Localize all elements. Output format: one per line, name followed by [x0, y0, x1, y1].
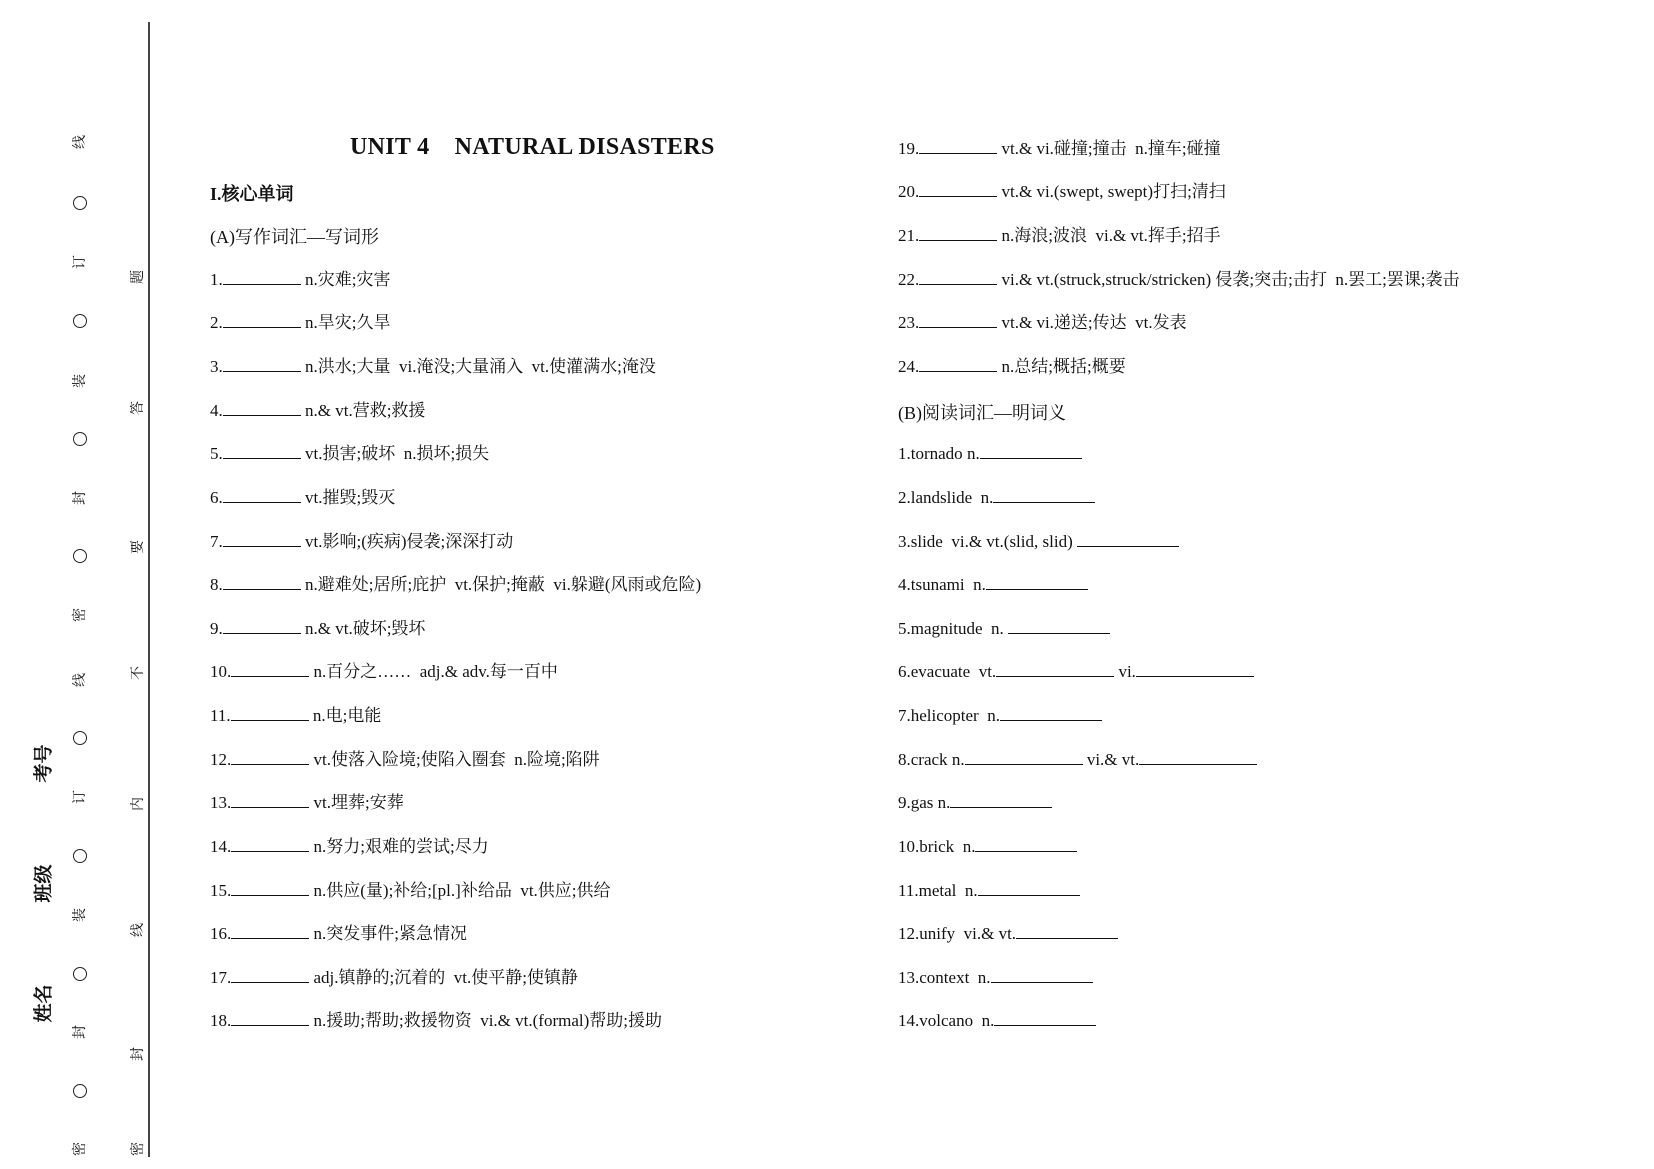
vocab-item [210, 355, 656, 378]
seal-circle [73, 731, 87, 745]
seal-char: 线 [72, 135, 88, 149]
item-word: 13.context [898, 968, 970, 987]
item-pos: n. [977, 968, 991, 987]
answer-blank[interactable] [223, 399, 301, 416]
item-definition: n.海浪;波浪 vi.& vt.挥手;招手 [1001, 226, 1221, 245]
answer-blank[interactable] [919, 355, 997, 372]
item-number: 23. [898, 313, 920, 332]
vocab-item [898, 355, 1126, 378]
item-number: 9. [210, 619, 223, 638]
item-definition: n.供应(量);补给;[pl.]补给品 vt.供应;供给 [313, 881, 611, 900]
seal-char: 内 [130, 797, 146, 811]
item-pos: n. [973, 575, 986, 594]
item-number: 5. [210, 444, 223, 463]
vocab-item [210, 704, 381, 727]
name-label: 姓名 [32, 984, 55, 1023]
answer-blank[interactable] [1016, 922, 1118, 939]
item-definition: vt.埋葬;安葬 [313, 793, 404, 812]
seal-char: 线 [130, 923, 146, 937]
seal-char: 封 [72, 491, 88, 505]
item-number: 14. [210, 837, 232, 856]
vocab-item [898, 311, 1187, 334]
item-pos: n. [987, 706, 1000, 725]
item-number: 4. [210, 401, 223, 420]
item-definition: vt.& vi.碰撞;撞击 n.撞车;碰撞 [1001, 139, 1221, 158]
vocab-item [210, 268, 390, 291]
item-number: 20. [898, 182, 920, 201]
seal-char: 不 [130, 666, 146, 680]
reading-item [898, 835, 1077, 858]
reading-item [898, 791, 1052, 814]
item-number: 1. [210, 270, 223, 289]
item-definition: vt.使落入险境;使陷入圈套 n.险境;陷阱 [313, 750, 600, 769]
answer-blank[interactable] [231, 966, 309, 983]
vocab-item [210, 530, 513, 553]
reading-item [898, 704, 1102, 727]
item-word: 7.helicopter [898, 706, 979, 725]
vocab-item [210, 442, 489, 465]
section-heading-core-words: I.核心单词 [210, 184, 294, 204]
seal-char: 订 [72, 790, 88, 804]
item-pos: n. [937, 793, 951, 812]
answer-blank[interactable] [231, 660, 309, 677]
item-pos: vt. [978, 662, 997, 681]
item-number: 8. [210, 575, 223, 594]
item-pos: n. [962, 837, 976, 856]
vocab-item [898, 137, 1221, 160]
vocab-item [210, 966, 578, 989]
answer-blank[interactable] [223, 617, 301, 634]
answer-blank[interactable] [231, 879, 309, 896]
item-word: 1.tornado [898, 444, 963, 463]
seal-circle [73, 549, 87, 563]
seal-char: 装 [72, 908, 88, 922]
reading-item [898, 879, 1080, 902]
seal-char: 订 [72, 255, 88, 269]
item-number: 6. [210, 488, 223, 507]
vocab-item [898, 268, 1460, 291]
seal-char: 装 [72, 374, 88, 388]
class-label: 班级 [32, 864, 55, 903]
item-pos: n. [951, 750, 965, 769]
reading-item [898, 486, 1095, 509]
reading-item [898, 573, 1088, 596]
reading-item [898, 966, 1093, 989]
seal-circle [73, 1084, 87, 1098]
item-pos: n. [966, 444, 980, 463]
item-definition: n.总结;概括;概要 [1001, 357, 1126, 376]
seal-line-inner [118, 0, 158, 1169]
reading-item [898, 660, 1254, 683]
vocab-item [898, 180, 1226, 203]
seal-char: 封 [130, 1047, 146, 1061]
item-definition: vt.& vi.递送;传达 vt.发表 [1001, 313, 1187, 332]
item-number: 24. [898, 357, 920, 376]
seal-char: 要 [130, 540, 146, 554]
item-number: 7. [210, 532, 223, 551]
vocab-item [210, 835, 489, 858]
item-number: 3. [210, 357, 223, 376]
answer-blank[interactable] [919, 180, 997, 197]
item-number: 15. [210, 881, 232, 900]
item-pos: n. [964, 881, 978, 900]
item-pos: vi.& vt.(slid, slid) [951, 532, 1073, 551]
section-heading-writing-vocab: (A)写作词汇—写词形 [210, 227, 379, 247]
seal-circle [73, 967, 87, 981]
vocab-item [210, 660, 558, 683]
item-number: 18. [210, 1011, 232, 1030]
answer-blank[interactable] [223, 442, 301, 459]
answer-blank[interactable] [975, 835, 1077, 852]
seal-circle [73, 849, 87, 863]
item-pos-2: vi.& vt. [1086, 750, 1140, 769]
item-number: 12. [210, 750, 232, 769]
answer-blank[interactable] [231, 748, 309, 765]
item-definition: n.洪水;大量 vi.淹没;大量涌入 vt.使灌满水;淹没 [305, 357, 656, 376]
item-definition: n.灾难;灾害 [305, 270, 391, 289]
item-pos: n. [991, 619, 1004, 638]
item-definition: n.避难处;居所;庇护 vt.保护;掩蔽 vi.躲避(风雨或危险) [305, 575, 702, 594]
vocab-item [210, 791, 404, 814]
vocab-item [210, 617, 425, 640]
section-heading-reading-vocab: (B)阅读词汇—明词义 [898, 403, 1066, 423]
item-definition: n.援助;帮助;救援物资 vi.& vt.(formal)帮助;援助 [313, 1011, 662, 1030]
item-definition: n.努力;艰难的尝试;尽力 [313, 837, 489, 856]
seal-char: 线 [72, 673, 88, 687]
item-definition: vt.损害;破坏 n.损坏;损失 [305, 444, 490, 463]
item-word: 12.unify [898, 924, 956, 943]
answer-blank[interactable] [965, 748, 1083, 765]
vocab-item [210, 748, 600, 771]
answer-blank[interactable] [978, 879, 1080, 896]
item-pos: n. [981, 1011, 995, 1030]
item-definition: vt.& vi.(swept, swept)打扫;清扫 [1001, 182, 1226, 201]
vocab-item [898, 224, 1221, 247]
item-number: 21. [898, 226, 920, 245]
seal-char: 密 [130, 1142, 146, 1156]
reading-item [898, 617, 1110, 640]
item-definition: vi.& vt.(struck,struck/stricken) 侵袭;突击;击打 n.罢工;罢课;袭击 [1001, 270, 1460, 289]
item-definition: n.& vt.破坏;毁坏 [305, 619, 426, 638]
answer-blank[interactable] [1139, 748, 1257, 765]
item-number: 11. [210, 706, 231, 725]
answer-blank[interactable] [919, 311, 997, 328]
item-word: 11.metal [898, 881, 957, 900]
answer-blank[interactable] [231, 704, 309, 721]
answer-blank[interactable] [980, 442, 1082, 459]
vocab-item [210, 922, 467, 945]
item-word: 10.brick [898, 837, 955, 856]
item-word: 2.landslide [898, 488, 973, 507]
answer-blank[interactable] [231, 835, 309, 852]
seal-circle [73, 314, 87, 328]
item-definition: n.电;电能 [312, 706, 382, 725]
reading-item [898, 530, 1179, 553]
answer-blank[interactable] [1000, 704, 1102, 721]
item-word: 9.gas [898, 793, 934, 812]
answer-blank[interactable] [1008, 617, 1110, 634]
exam-number-label: 考号 [32, 744, 55, 783]
item-number: 16. [210, 924, 232, 943]
item-definition: adj.镇静的;沉着的 vt.使平静;使镇静 [313, 968, 578, 987]
seal-circle [73, 432, 87, 446]
answer-blank[interactable] [919, 224, 997, 241]
answer-blank[interactable] [231, 1009, 309, 1026]
answer-blank[interactable] [950, 791, 1052, 808]
answer-blank[interactable] [223, 530, 301, 547]
reading-item [898, 442, 1082, 465]
seal-char: 封 [72, 1025, 88, 1039]
page-title: UNIT 4 NATURAL DISASTERS [350, 134, 715, 160]
reading-item [898, 922, 1118, 945]
answer-blank[interactable] [231, 922, 309, 939]
answer-blank[interactable] [991, 966, 1093, 983]
seal-line-outer [60, 0, 100, 1169]
vocab-item [210, 311, 390, 334]
vocab-item [210, 573, 701, 596]
item-number: 2. [210, 313, 223, 332]
seal-char: 答 [130, 401, 146, 415]
answer-blank[interactable] [994, 1009, 1096, 1026]
item-pos: n. [980, 488, 994, 507]
item-definition: n.旱灾;久旱 [305, 313, 391, 332]
item-number: 17. [210, 968, 232, 987]
reading-item [898, 1009, 1096, 1032]
seal-char: 题 [130, 270, 146, 284]
reading-item [898, 748, 1257, 771]
item-number: 13. [210, 793, 232, 812]
answer-blank[interactable] [996, 660, 1114, 677]
answer-blank[interactable] [986, 573, 1088, 590]
answer-blank[interactable] [223, 311, 301, 328]
answer-blank[interactable] [223, 355, 301, 372]
item-definition: n.突发事件;紧急情况 [313, 924, 467, 943]
answer-blank[interactable] [1077, 530, 1179, 547]
vocab-item [210, 1009, 662, 1032]
item-word: 8.crack [898, 750, 948, 769]
answer-blank[interactable] [993, 486, 1095, 503]
vocab-item [210, 486, 395, 509]
answer-blank[interactable] [1136, 660, 1254, 677]
seal-char: 密 [72, 608, 88, 622]
item-word: 14.volcano [898, 1011, 974, 1030]
seal-char: 密 [72, 1142, 88, 1156]
item-word: 5.magnitude [898, 619, 983, 638]
item-number: 22. [898, 270, 920, 289]
vocab-item [210, 399, 425, 422]
answer-blank[interactable] [223, 486, 301, 503]
item-word: 4.tsunami [898, 575, 965, 594]
item-definition: n.& vt.营救;救援 [305, 401, 426, 420]
item-number: 19. [898, 139, 920, 158]
item-word: 3.slide [898, 532, 943, 551]
item-pos-2: vi. [1118, 662, 1136, 681]
binding-line [148, 22, 150, 1157]
vocab-item [210, 879, 611, 902]
item-number: 10. [210, 662, 232, 681]
answer-blank[interactable] [231, 791, 309, 808]
answer-blank[interactable] [223, 573, 301, 590]
item-definition: n.百分之…… adj.& adv.每一百中 [313, 662, 558, 681]
seal-circle [73, 196, 87, 210]
answer-blank[interactable] [223, 268, 301, 285]
item-pos: vi.& vt. [963, 924, 1017, 943]
item-definition: vt.影响;(疾病)侵袭;深深打动 [305, 532, 514, 551]
item-word: 6.evacuate [898, 662, 971, 681]
answer-blank[interactable] [919, 137, 997, 154]
answer-blank[interactable] [919, 268, 997, 285]
item-definition: vt.摧毁;毁灭 [305, 488, 396, 507]
